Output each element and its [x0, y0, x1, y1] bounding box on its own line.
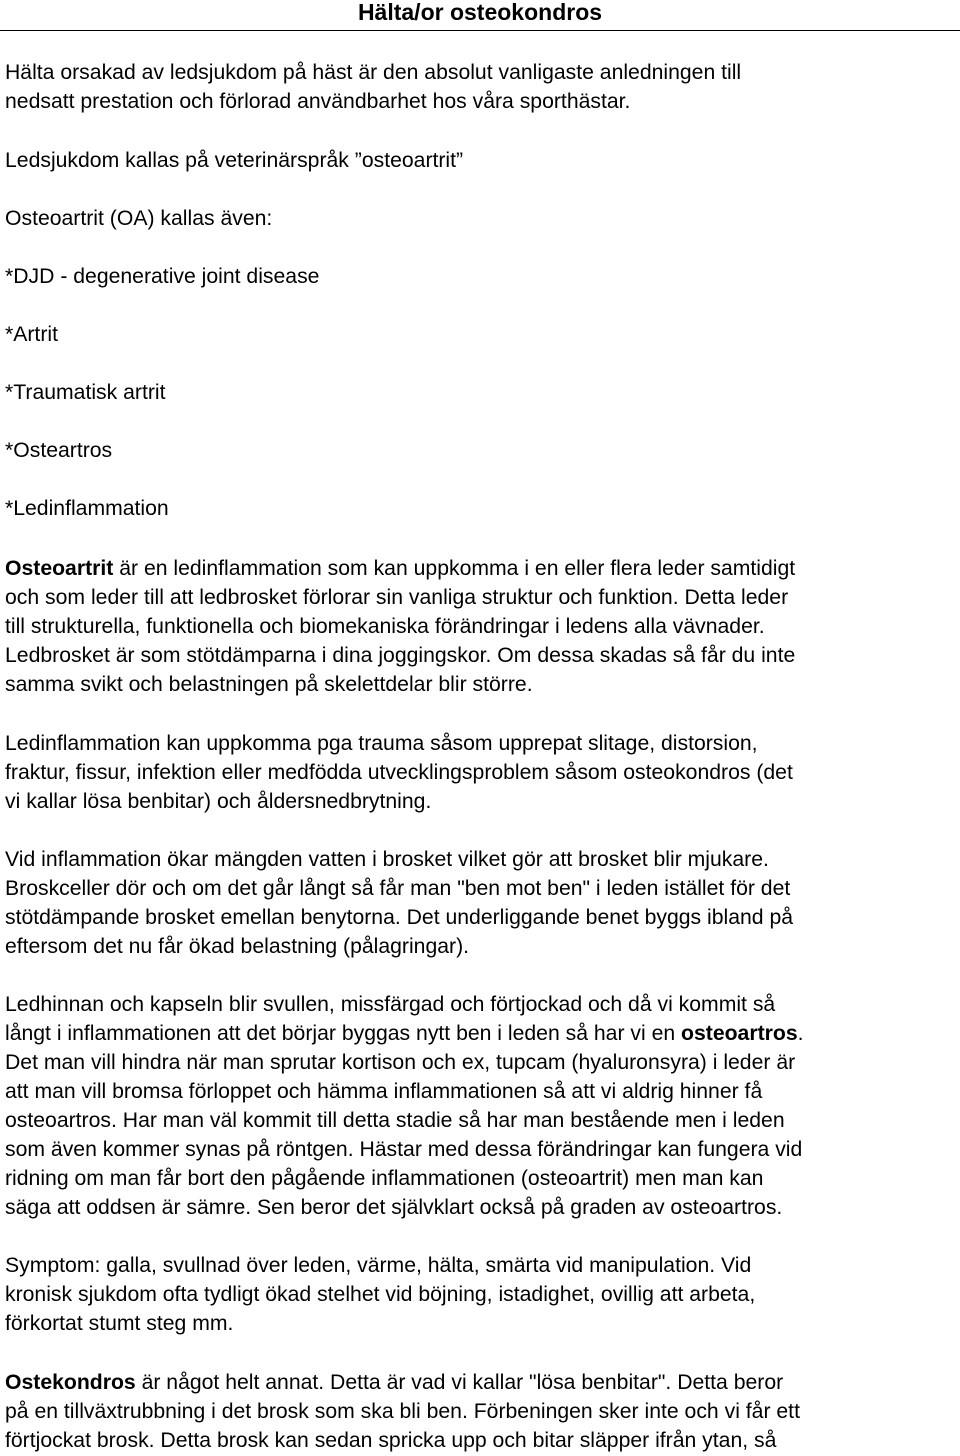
text-line: Ledbrosket är som stötdämparna i dina joggingskor. Om dessa skadas så får du inte — [5, 644, 796, 667]
text-line: på en tillväxtrubbning i det brosk som ska bli ben. Förbeningen sker inte och vi får ett — [5, 1400, 800, 1423]
title-divider — [0, 30, 960, 31]
text-line: Vid inflammation ökar mängden vatten i brosket vilket gör att brosket blir mjukare. — [5, 848, 769, 871]
text-line: vi kallar lösa benbitar) och åldersnedbrytning. — [5, 790, 432, 813]
synonym-item — [5, 262, 957, 291]
text-run: långt i inflammationen att det börjar byggas nytt ben i leden så har vi en — [5, 1022, 682, 1045]
text-line: *Osteartros — [5, 439, 113, 462]
vet-term-paragraph — [5, 146, 957, 175]
text-line: Osteoartrit (OA) kallas även: — [5, 207, 273, 230]
text-line: säga att oddsen är sämre. Sen beror det självklart också på graden av osteoartros. — [5, 1196, 783, 1219]
text-line: att man vill bromsa förloppet och hämma inflammationen så att vi aldrig hinner få — [5, 1080, 763, 1103]
text-line: nedsatt prestation och förlorad användbarhet hos våra sporthästar. — [5, 90, 631, 113]
synonym-item — [5, 320, 957, 349]
text-line: *Artrit — [5, 323, 58, 346]
capsule-paragraph — [5, 990, 957, 1222]
intro-paragraph — [5, 58, 957, 116]
text-line: kronisk sjukdom ofta tydligt ökad stelhet vid böjning, istadighet, ovillig att arbeta, — [5, 1283, 756, 1306]
text-line: Broskceller dör och om det går långt så får man "ben mot ben" i leden istället för det — [5, 877, 791, 900]
text-line: stötdämpande brosket emellan benytorna. Det underliggande benet byggs ibland på — [5, 906, 794, 929]
text-line: och som leder till att ledbrosket förlorar sin vanliga struktur och funktion. Detta leder — [5, 586, 789, 609]
bold-term: Ostekondros — [5, 1371, 136, 1394]
text-line: *DJD - degenerative joint disease — [5, 265, 320, 288]
also-called-paragraph — [5, 204, 957, 233]
text-line: *Traumatisk artrit — [5, 381, 166, 404]
bold-term: osteoartros — [681, 1022, 798, 1045]
bold-term: Osteoartrit — [5, 557, 114, 580]
text-line: Ledhinnan och kapseln blir svullen, missfärgad och förtjockad och då vi kommit så — [5, 993, 776, 1016]
text-line — [5, 1019, 957, 1048]
text-line: till strukturella, funktionella och biomekaniska förändringar i ledens alla vävnader. — [5, 615, 765, 638]
text-line — [5, 554, 957, 583]
page-title: Hälta/or osteokondros — [357, 0, 603, 25]
text-line: osteoartros. Har man väl kommit till detta stadie så har man bestående men i leden — [5, 1109, 785, 1132]
text-line: samma svikt och belastningen på skelettdelar blir större. — [5, 673, 533, 696]
symptoms-paragraph — [5, 1251, 957, 1338]
text-line: eftersom det nu får ökad belastning (pålagringar). — [5, 935, 470, 958]
synonym-item — [5, 436, 957, 465]
text-line: Ledinflammation kan uppkomma pga trauma såsom upprepat slitage, distorsion, — [5, 732, 758, 755]
osteokondros-paragraph — [5, 1368, 957, 1455]
text-line: förtjockat brosk. Detta brosk kan sedan spricka upp och bitar släpper ifrån ytan, så — [5, 1429, 777, 1452]
text-line — [5, 1368, 957, 1397]
text-line: fraktur, fissur, infektion eller medfödda utvecklingsproblem såsom osteokondros (det — [5, 761, 793, 784]
causes-paragraph — [5, 729, 957, 816]
text-run: är en ledinflammation som kan uppkomma i en eller flera leder samtidigt — [113, 557, 796, 580]
text-line: Symptom: galla, svullnad över leden, värme, hälta, smärta vid manipulation. Vid — [5, 1254, 752, 1277]
text-line: ridning om man får bort den pågående inflammationen (osteoartrit) men man kan — [5, 1167, 764, 1190]
text-line: Hälta orsakad av ledsjukdom på häst är den absolut vanligaste anledningen till — [5, 61, 742, 84]
inflammation-paragraph — [5, 845, 957, 961]
text-line: förkortat stumt steg mm. — [5, 1312, 234, 1335]
text-line: *Ledinflammation — [5, 497, 169, 520]
text-run: är något helt annat. Detta är vad vi kallar "lösa benbitar". Detta beror — [135, 1371, 784, 1394]
osteoartrit-paragraph — [5, 554, 957, 699]
synonym-item — [5, 494, 957, 523]
text-run: . — [797, 1022, 804, 1045]
synonym-item — [5, 378, 957, 407]
text-line: Det man vill hindra när man sprutar kortison och ex, tupcam (hyaluronsyra) i leder är — [5, 1051, 796, 1074]
text-line: som även kommer synas på röntgen. Hästar med dessa förändringar kan fungera vid — [5, 1138, 803, 1161]
text-line: Ledsjukdom kallas på veterinärspråk ”osteoartrit” — [5, 149, 464, 172]
